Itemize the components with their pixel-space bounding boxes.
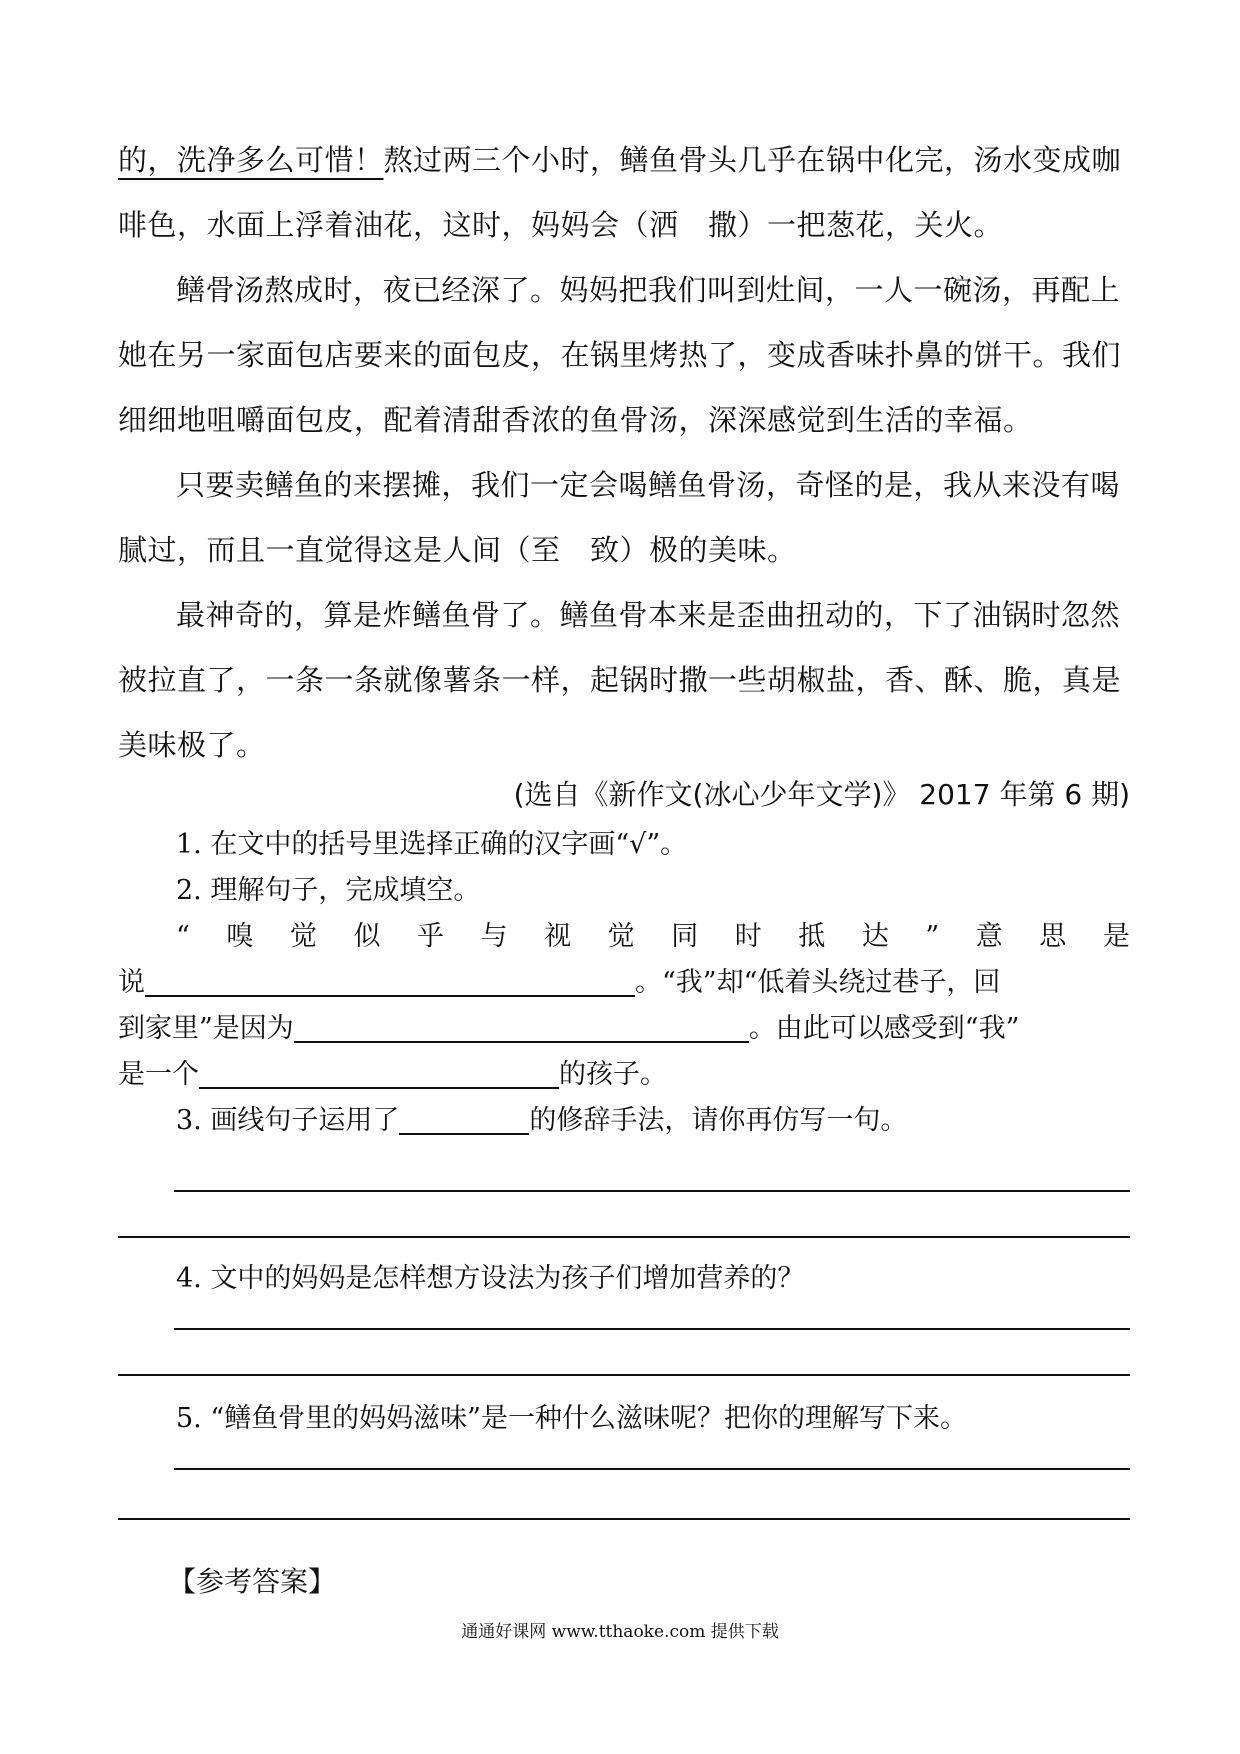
underlined-sentence: 的，洗净多么可惜！ [118, 143, 384, 177]
q2-line2-end: 。“我”却“低着头绕过巷子，回 [635, 967, 1001, 998]
q2-blank-2[interactable] [294, 1011, 749, 1043]
q2-quote-char: 视 [544, 921, 572, 952]
question-2-line-4 [118, 1052, 1130, 1098]
passage-paragraph-2: 鳝骨汤熬成时，夜已经深了。妈妈把我们叫到灶间，一人一碗汤，再配上她在另一家面包店要来的面包皮，在锅里烤热了，变成香味扑鼻的饼干。我们细细地咀嚼面包皮，配着清甜香浓的鱼骨汤，深深感觉到生活的幸福。 [118, 273, 1122, 437]
q2-quote-char: 是 [1102, 921, 1130, 952]
q2-line2-start: 说 [118, 967, 145, 998]
q2-quote-char: 觉 [289, 921, 317, 952]
q2-quote-char: 嗅 [226, 921, 254, 952]
reference-answer-heading: 【参考答案】 [168, 1565, 337, 1598]
passage [118, 128, 1130, 778]
q2-quote-char: 时 [734, 921, 762, 952]
question-5: 5. “鳝鱼骨里的妈妈滋味”是一种什么滋味呢？把你的理解写下来。 [176, 1403, 967, 1434]
q2-quote-char: “ [176, 921, 190, 952]
q2-quote-char: 同 [671, 921, 699, 952]
question-4: 4. 文中的妈妈是怎样想方设法为孩子们增加营养的？ [176, 1263, 805, 1294]
q2-quote-char: 意 [975, 921, 1003, 952]
page-footer: 通通好课网 www.tthaoke.com 提供下载 [461, 1622, 779, 1642]
passage-paragraph-1 [118, 128, 1130, 258]
q3-answer-line-2[interactable] [118, 1236, 1130, 1238]
q2-line3-start: 到家里”是因为 [118, 1013, 294, 1044]
question-1: 1. 在文中的括号里选择正确的汉字画“√”。 [176, 829, 688, 860]
q4-answer-line-2[interactable] [118, 1374, 1130, 1376]
q2-blank-3[interactable] [199, 1057, 559, 1089]
question-2-quote-line [118, 914, 1130, 960]
passage-paragraph-4: 最神奇的，算是炸鳝鱼骨了。鳝鱼骨本来是歪曲扭动的，下了油锅时忽然被拉直了，一条一条就像薯条一样，起锅时撒一些胡椒盐，香、酥、脆，真是美味极了。 [118, 598, 1122, 762]
q3-start: 3. 画线句子运用了 [176, 1105, 400, 1136]
q2-line4-start: 是一个 [118, 1059, 199, 1090]
passage-source: (选自《新作文(冰心少年文学)》 2017 年第 6 期) [513, 778, 1130, 811]
q5-answer-line-2[interactable] [118, 1518, 1130, 1520]
q3-blank[interactable] [399, 1103, 529, 1135]
q2-quote-char: 觉 [607, 921, 635, 952]
q2-quote-char: 思 [1039, 921, 1067, 952]
q2-quote-char: 似 [353, 921, 381, 952]
q2-quote-char: ” [925, 921, 940, 952]
q2-quote-char: 抵 [798, 921, 826, 952]
question-2-line-3 [118, 1006, 1130, 1052]
question-3 [118, 1098, 1130, 1144]
question-2: 2. 理解句子，完成填空。 [176, 875, 481, 906]
q4-answer-line-1[interactable] [174, 1328, 1130, 1330]
q5-answer-line-1[interactable] [174, 1468, 1130, 1470]
q2-blank-1[interactable] [145, 965, 635, 997]
q2-quote-char: 乎 [417, 921, 444, 952]
q2-line4-end: 的孩子。 [559, 1059, 667, 1090]
questions [118, 822, 1130, 1144]
q3-answer-line-1[interactable] [174, 1190, 1130, 1192]
question-2-line-2 [118, 960, 1130, 1006]
paragraph-1-text: 熬过两三个小时，鳝鱼骨头几乎在锅中化完，汤水变成咖啡色，水面上浮着油花，这时，妈妈会（洒 撒）一把葱花，关火。 [118, 143, 1122, 242]
q3-end: 的修辞手法，请你再仿写一句。 [529, 1105, 908, 1136]
q2-quote-char: 与 [480, 921, 508, 952]
passage-paragraph-3: 只要卖鳝鱼的来摆摊，我们一定会喝鳝鱼骨汤，奇怪的是，我从来没有喝腻过，而且一直觉得这是人间（至 致）极的美味。 [118, 468, 1121, 567]
q2-quote-char: 达 [861, 921, 889, 952]
q2-line3-end: 。由此可以感受到“我” [748, 1013, 1020, 1044]
